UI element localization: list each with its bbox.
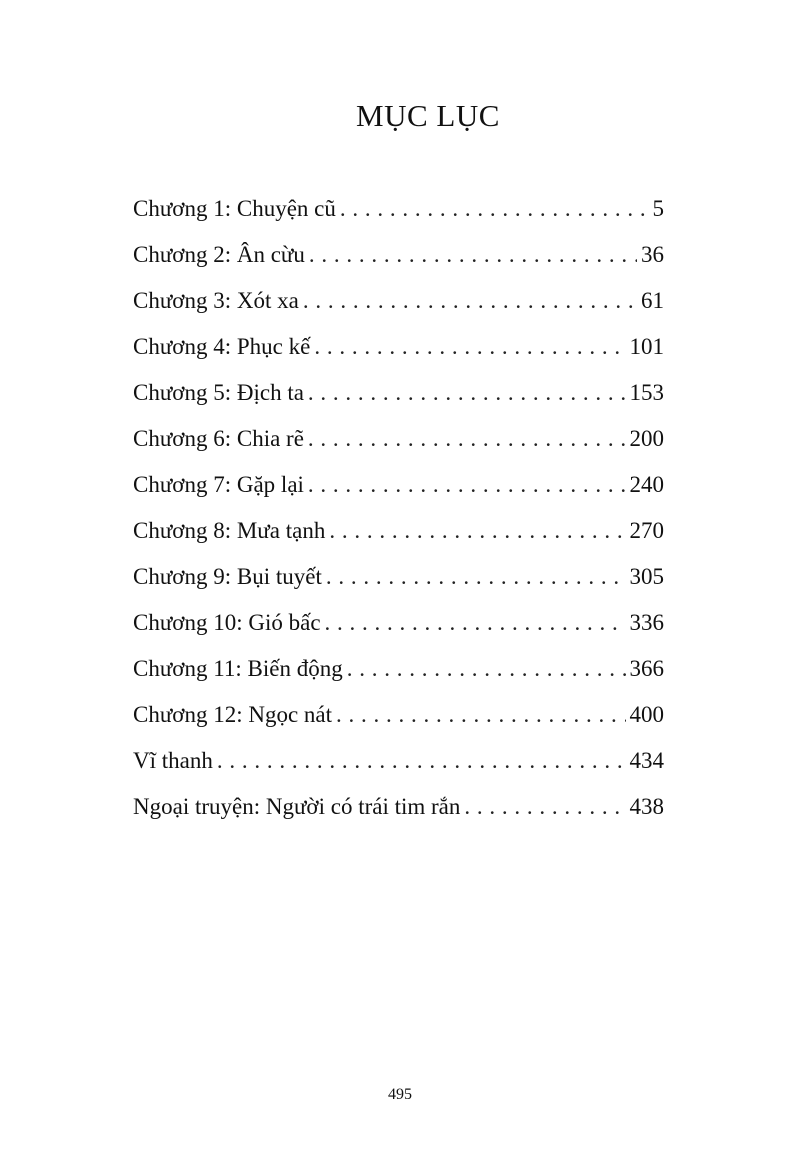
page-number: 495 [388, 1086, 412, 1103]
toc-entry[interactable] [133, 196, 664, 242]
toc-entry-page: 61 [641, 288, 664, 313]
dot-leader [309, 242, 637, 268]
toc-entry-label: Chương 8: Mưa tạnh [133, 518, 326, 543]
toc-entry-label: Chương 2: Ân cừu [133, 242, 305, 267]
toc-entry-page: 366 [629, 656, 664, 681]
dot-leader [314, 334, 625, 360]
toc-entry-page: 240 [629, 472, 664, 497]
toc-entry-label: Chương 4: Phục kế [133, 334, 311, 359]
toc-entry-page: 5 [652, 196, 664, 221]
dot-leader [340, 196, 649, 222]
page-title: MỤC LỤC [356, 98, 500, 133]
toc-entry-label: Chương 12: Ngọc nát [133, 702, 333, 727]
toc-entry[interactable] [133, 426, 664, 472]
dot-leader [329, 518, 625, 544]
dot-leader [303, 288, 637, 314]
toc-entry-label: Chương 1: Chuyện cũ [133, 196, 336, 221]
toc-entry-label: Vĩ thanh [133, 748, 213, 773]
toc-entry[interactable] [133, 656, 664, 702]
dot-leader [336, 702, 625, 728]
dot-leader [347, 656, 626, 682]
toc-entry[interactable] [133, 334, 664, 380]
toc-entry-label: Chương 9: Bụi tuyết [133, 564, 322, 589]
toc-entry[interactable] [133, 242, 664, 288]
toc-entry[interactable] [133, 518, 664, 564]
toc-entry-page: 305 [629, 564, 664, 589]
toc-entry-page: 200 [629, 426, 664, 451]
toc-entry-page: 438 [629, 794, 664, 819]
toc-entry-page: 400 [629, 702, 664, 727]
dot-leader [308, 472, 626, 498]
toc-entry-page: 101 [629, 334, 664, 359]
dot-leader [464, 794, 625, 820]
dot-leader [217, 748, 626, 774]
dot-leader [326, 564, 626, 590]
toc-entry-page: 336 [629, 610, 664, 635]
toc-entry-page: 434 [629, 748, 664, 773]
toc-entry[interactable] [133, 472, 664, 518]
toc-entry[interactable] [133, 748, 664, 794]
toc-entry-label: Chương 3: Xót xa [133, 288, 299, 313]
toc-entry[interactable] [133, 794, 664, 840]
toc-entry-label: Chương 10: Gió bấc [133, 610, 321, 635]
toc-entry[interactable] [133, 702, 664, 748]
toc-entry-label: Chương 11: Biến động [133, 656, 343, 681]
toc-entry[interactable] [133, 380, 664, 426]
toc-entry-page: 153 [629, 380, 664, 405]
toc-entry-label: Ngoại truyện: Người có trái tim rắn [133, 794, 461, 819]
toc-entry-page: 270 [629, 518, 664, 543]
toc-entry-label: Chương 5: Địch ta [133, 380, 304, 405]
toc-entry[interactable] [133, 288, 664, 334]
dot-leader [325, 610, 626, 636]
toc-entry[interactable] [133, 610, 664, 656]
table-of-contents [133, 196, 664, 840]
dot-leader [308, 426, 626, 452]
dot-leader [308, 380, 626, 406]
toc-entry-label: Chương 7: Gặp lại [133, 472, 304, 497]
toc-entry-page: 36 [641, 242, 664, 267]
toc-entry-label: Chương 6: Chia rẽ [133, 426, 304, 451]
toc-entry[interactable] [133, 564, 664, 610]
